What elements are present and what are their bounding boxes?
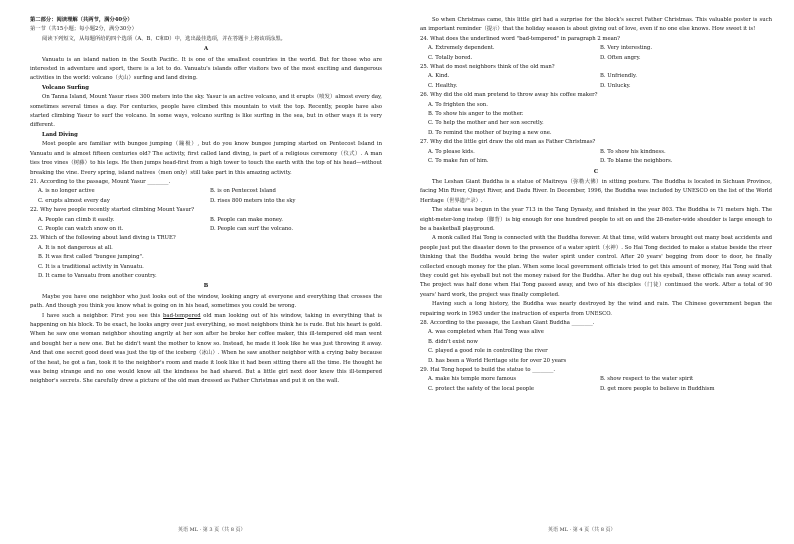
question-29: 29. Hai Tong hoped to build the statue to ________.	[420, 367, 556, 374]
option: B. didn't exist now	[428, 338, 478, 345]
passage-a-paragraph-2: On Tanna Island, Mount Yasur rises 300 meters into the sky. Yasur is an active volcano, and it erupts（喷发）almost every day, sometimes several times a day. For centuries, people have climbed this mountain to visit the top. Recently, people have also started climbing Yasur to surf the volcano. In some ways, volcano surfing is like surfing in the sea, but in other ways it is very different.	[30, 94, 382, 129]
page-footer-left: 英语 ML · 第 3 页（共 8 页）	[178, 527, 246, 533]
passage-c-paragraph-2: The statue was begun in the year 713 in the Tang Dynasty, and finished in the year 803. The Buddha is 71 meters high. The eight-meter-long instep（脚背）is big enough for one hundred people to sit on and the 28-meter-wide shoulder is large enough to be a basketball playground.	[420, 207, 772, 232]
option: A. To frighten the son.	[428, 101, 488, 108]
question-27-options	[420, 148, 772, 167]
passage-a-label: A	[203, 46, 209, 53]
option: A. To please kids.	[428, 148, 475, 155]
passage-c-label: C	[593, 168, 599, 175]
passage-b-paragraph-2	[30, 312, 382, 387]
question-29-options	[420, 375, 772, 394]
option: B. Unfriendly.	[600, 73, 637, 80]
passage-c-paragraph-1: The Leshan Giant Buddha is a statue of Maitreya（弥勒大佛）in sitting posture. The Buddha is located in Sichuan Province, facing Min River, Qingyi River, and Dadu River. In December, 1996, the Buddha was included by UNESCO on the list of the World Heritage（世界遗产录）.	[420, 178, 772, 204]
question-21: 21. According to the passage, Mount Yasur ________.	[30, 178, 171, 185]
option: D. People can surf the volcano.	[210, 225, 294, 232]
option: B. show respect to the water spirit	[600, 376, 694, 383]
option: D. It came to Vanuatu from another country.	[38, 272, 157, 279]
passage-a-paragraph-1: Vanuatu is an island nation in the South Pacific. It is one of the smallest countries in the world. But for those who are interested in adventure and sport, there is a lot to do. Vanuatu's islands offer visitors two of the most exciting and dangerous activities in the world: volcano（火山）surfing and land diving.	[30, 56, 382, 82]
question-25: 25. What do most neighbors think of the old man?	[420, 64, 555, 71]
option: D. get more people to believe in Buddhism	[600, 385, 715, 392]
question-24-options	[420, 44, 772, 63]
option: A. is no longer active	[38, 188, 95, 195]
question-28: 28. According to the passage, the Leshan Giant Buddha ________.	[420, 320, 595, 326]
option: A. People can climb it easily.	[38, 216, 115, 223]
question-22: 22. Why have people recently started climbing Mount Yasur?	[30, 207, 195, 214]
option: C. Healthy.	[428, 82, 458, 89]
instructions: 阅读下列短文，从每题所给的四个选项（A、B、C和D）中，选出最佳选项，并在答题卡上将该项涂黑。	[42, 35, 286, 42]
section-title: 第二部分：阅读理解（共两节，满分40分）	[30, 17, 133, 23]
question-23: 23. Which of the following about land diving is TRUE?	[30, 235, 176, 242]
option: A. It is not dangerous at all.	[38, 244, 113, 251]
question-26: 26. Why did the old man pretend to throw away his coffee maker?	[420, 92, 598, 99]
option: C. Totally bored.	[428, 54, 473, 61]
passage-b-paragraph-3: So when Christmas came, this little girl had a surprise for the block's secret Father Christmas. This valuable poster is such an important reminder（提示）that the holiday season is about giving out of love, even if no one else knows. How sweet it is!	[420, 17, 772, 33]
option: D. To blame the neighbors.	[600, 158, 673, 165]
option: D. Unlucky.	[600, 82, 631, 89]
option: C. played a good role in controlling the river	[428, 348, 548, 355]
page-footer-right: 英语 ML · 第 4 页（共 8 页）	[548, 527, 616, 533]
option: C. To help the mother and her son secretly.	[428, 120, 544, 127]
underlined-word: bad-tempered	[163, 312, 201, 319]
question-25-options	[420, 72, 772, 91]
option: C. People can watch snow on it.	[38, 225, 124, 232]
option: C. protect the safety of the local people	[428, 385, 535, 392]
text-run: I have such a neighbor. First you see this	[42, 312, 164, 319]
passage-b-label: B	[203, 283, 209, 290]
question-27: 27. Why did the little girl draw the old man as Father Christmas?	[420, 139, 596, 146]
option: B. To show his anger to the mother.	[428, 111, 524, 118]
passage-b-paragraph-1: Maybe you have one neighbor who just looks out of the window, looking angry at everyone and everything that crosses the path. And though you think you know what is going on in his head, sometimes you could be wrong.	[30, 293, 382, 310]
option: B. is on Pentecost Island	[210, 188, 276, 195]
option: C. erupts almost every day	[38, 197, 110, 204]
option: A. Kind.	[428, 73, 450, 80]
question-21-options	[30, 187, 382, 206]
option: D. Often angry.	[600, 54, 641, 61]
option: B. People can make money.	[210, 216, 283, 223]
subsection-title: 第一节（共15小题；每小题2分，满分30分）	[30, 26, 137, 33]
option: B. To show his kindness.	[600, 148, 666, 155]
option: B. Very interesting.	[600, 45, 653, 52]
passage-c-paragraph-3: A monk called Hai Tong is connected with the Buddha forever. At that time, wild waters brought out many boat accidents and people just put the disaster down to the presence of a water spirit（水神）. So Hai Tong decided to make a statue beside the river thinking that the Buddha would bring the water spirit under control. After 20 years' begging from door to door, he finally collected enough money for the plan. When some local government officials tried to get this amount of money, Hai Tong said that they could get his eyeball but not the money raised for the Buddha. After he dug out his eyeball, these officials ran away scared. The project was half done when Hai Tong passed away, and two of his disciples（门徒）continued the work. After a total of 90 years' hard work, the project was finally completed.	[420, 235, 772, 298]
option: C. It is a traditional activity in Vanuatu.	[38, 263, 144, 270]
right-page	[420, 16, 772, 394]
passage-a-paragraph-3: Most people are familiar with bungee jumping（蹦极）, but do you know bungee jumping started on Pentecost Island in Vanuatu and is almost fifteen centuries old? The activity, first called land diving, is part of a religious ceremony（仪式）. A man ties tree vines（树藤）to his legs. He then jumps head-first from a high tower to touch the earth with the top of his head—without breaking the vine. Every spring, island natives（men only）still take part in this amazing activity.	[30, 141, 382, 176]
question-22-options	[30, 216, 382, 235]
volcano-heading: Volcano Surfing	[42, 84, 89, 91]
option: A. make his temple more famous	[428, 376, 517, 383]
option: B. It was first called "bungee jumping".	[38, 254, 144, 261]
option: D. has been a World Heritage site for over 20 years	[428, 357, 567, 364]
option: D. To remind the mother of buying a new one.	[428, 129, 552, 136]
passage-c-paragraph-4: Having such a long history, the Buddha was nearly destroyed by the wind and rain. The Chinese government began the repairing work in 1963 under the instruction of experts from UNESCO.	[420, 301, 772, 317]
text-run: old man looking out of his window, taking in everything that is happening on his block. To be exact, he looks angry over just everything, so most neighbors think he is rude. But his heart is gold. When he saw one woman neighbor shouting angrily at her son after he broke her coffee maker, this ill-tempered old man went and bought her a new one. But he didn't want the mother to know so. Instead, he made it look like he was just throwing it away. And that one secret good deed was just the tip of the iceberg（冰山）. When he saw another neighbor with a crying baby because of the heat, he got a fan, took it to the neighbor's room and made it look like it had been sitting there all the time. He thought he was being strange and no one would know all the kindness he had shared. But a little girl next door knew this ill-tempered neighbor's secrets. She carefully drew a picture of the old man dressed as Father Christmas and put it on the wall.	[30, 312, 382, 385]
option: D. rises 800 meters into the sky	[210, 197, 296, 204]
option: C. To make fun of him.	[428, 158, 489, 165]
land-diving-heading: Land Diving	[42, 131, 78, 138]
question-24: 24. What does the underlined word "bad-tempered" in paragraph 2 mean?	[420, 35, 620, 42]
option: A. was completed when Hai Tong was alive	[428, 329, 544, 336]
left-page	[30, 16, 382, 387]
option: A. Extremely dependent.	[428, 45, 495, 52]
